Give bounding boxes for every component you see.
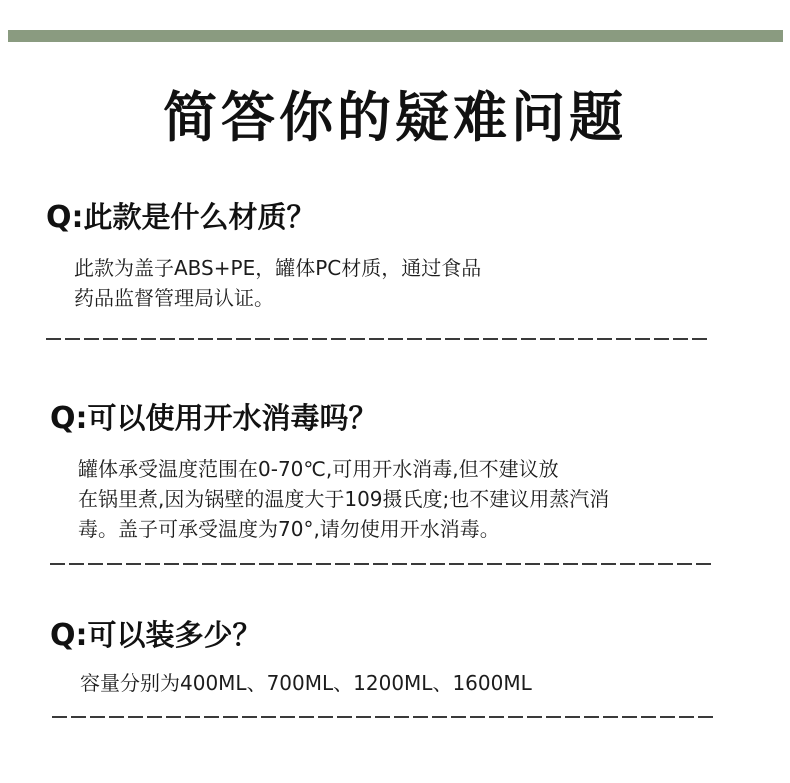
answer-line: 毒。盖子可承受温度为70°,请勿使用开水消毒。 — [78, 517, 500, 541]
q-prefix: Q: — [50, 401, 88, 436]
decorative-top-bar — [8, 30, 783, 42]
divider — [50, 563, 714, 565]
answer-line: 在锅里煮,因为锅壁的温度大于109摄氏度;也不建议用蒸汽消 — [78, 487, 610, 511]
answer-line: 容量分别为400ML、700ML、1200ML、1600ML — [80, 671, 532, 695]
faq-question-3 — [50, 613, 262, 654]
faq-answer-3 — [80, 668, 532, 698]
divider — [46, 338, 710, 340]
answer-line: 罐体承受温度范围在0-70℃,可用开水消毒,但不建议放 — [78, 457, 559, 481]
page-title: 简答你的疑难问题 — [163, 86, 627, 149]
q-prefix: Q: — [46, 200, 84, 235]
question-text: 可以装多少？ — [87, 618, 262, 652]
faq-question-1 — [46, 195, 316, 236]
faq-answer-1 — [74, 253, 481, 313]
faq-question-2 — [50, 396, 378, 437]
q-prefix: Q: — [50, 618, 88, 653]
divider — [52, 716, 716, 718]
answer-line: 此款为盖子ABS+PE，罐体PC材质，通过食品 — [74, 256, 482, 280]
answer-line: 药品监督管理局认证。 — [74, 286, 274, 310]
faq-answer-2 — [78, 454, 609, 544]
question-text: 此款是什么材质？ — [83, 200, 316, 234]
question-text: 可以使用开水消毒吗？ — [87, 401, 378, 435]
